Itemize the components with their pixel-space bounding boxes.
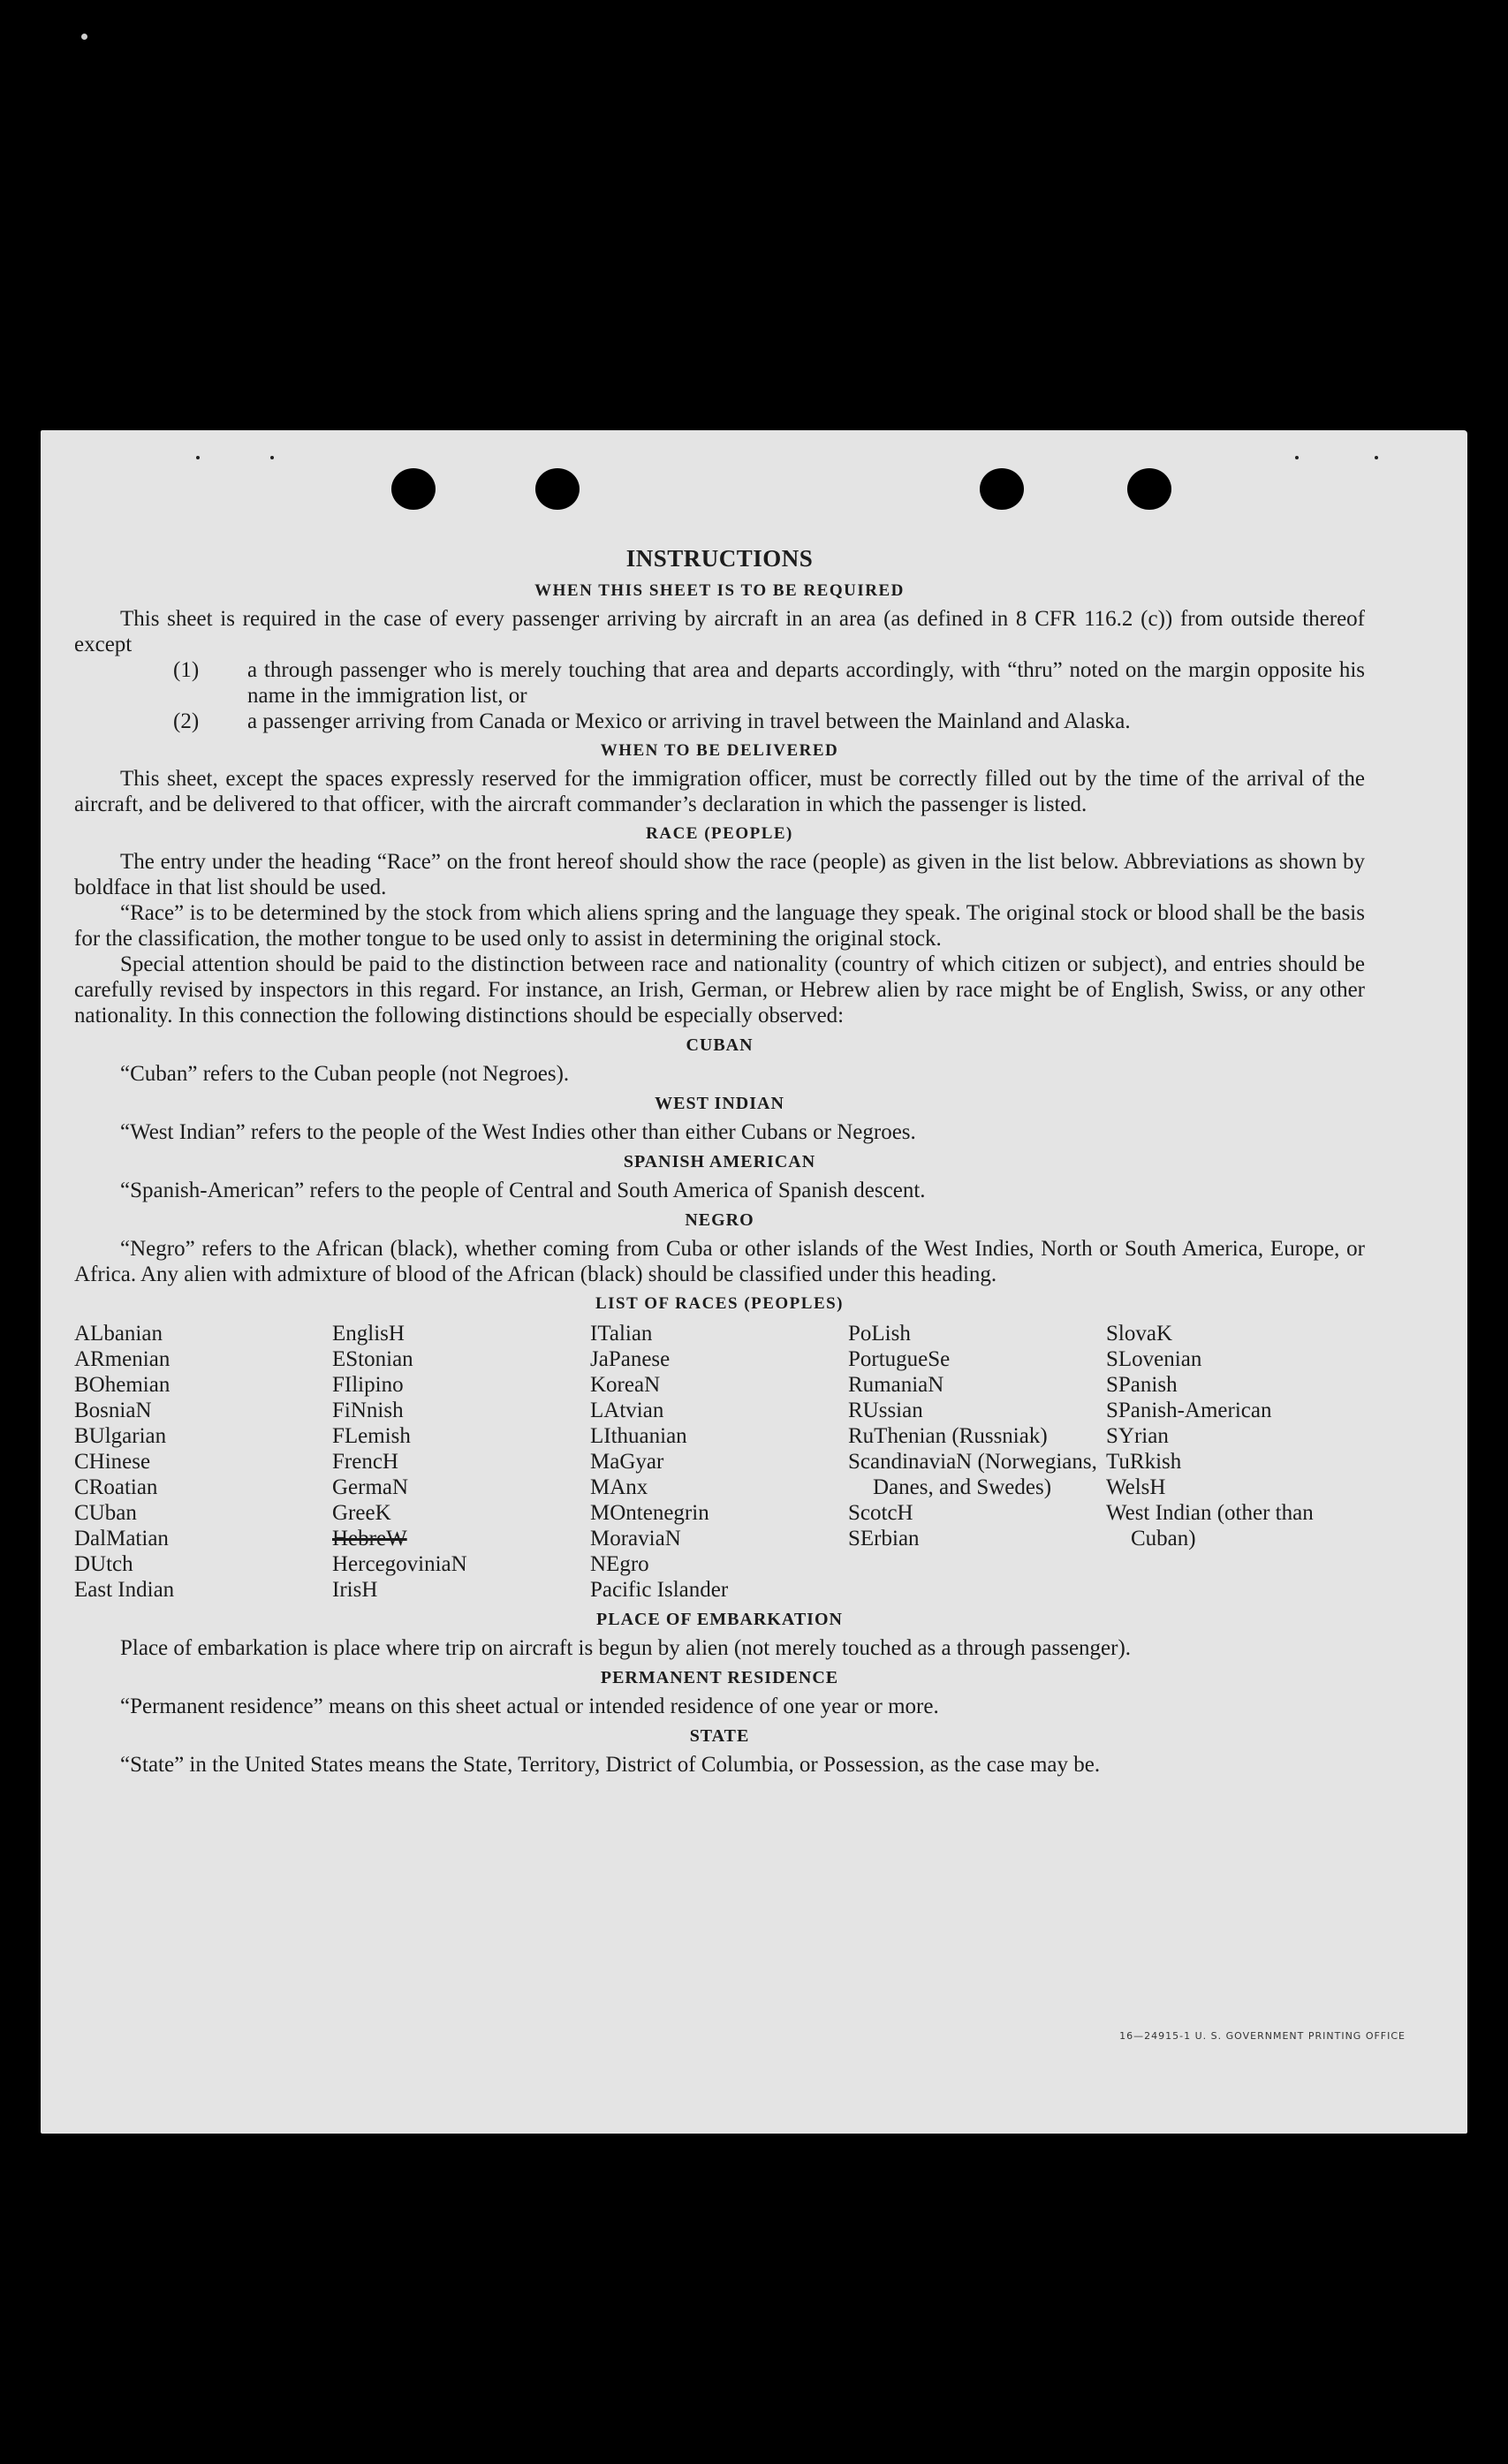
- race-entry: SErbian: [848, 1527, 920, 1550]
- required-intro: This sheet is required in the case of every passenger arriving by aircraft in an area (as defined in 8 CFR 116.2 (c)) from outside thereof except: [74, 607, 1365, 656]
- races-column: [1106, 1321, 1364, 1603]
- exception-item-2: [74, 709, 1365, 734]
- race-entry: RumaniaN: [848, 1373, 944, 1397]
- state-text: “State” in the United States means the State, Territory, District of Columbia, or Possession, as the case may be.: [120, 1753, 1101, 1777]
- races-column: [332, 1321, 590, 1603]
- west-indian-text: “West Indian” refers to the people of the West Indies other than either Cubans or Negroes.: [120, 1120, 916, 1144]
- race-paragraph-2: “Race” is to be determined by the stock from which aliens spring and the language they speak. The original stock or blood shall be the basis for the classification, the mother tongue to be used only to assist in determining the original stock.: [74, 901, 1365, 951]
- section-heading-delivered: WHEN TO BE DELIVERED: [600, 741, 839, 760]
- residence-text: “Permanent residence” means on this sheet actual or intended residence of one year or more.: [120, 1694, 939, 1718]
- race-entry: RUssian: [848, 1399, 923, 1422]
- race-entry: SPanish-American: [1106, 1399, 1272, 1422]
- race-entry: TuRkish: [1106, 1450, 1182, 1474]
- race-entry: KoreaN: [590, 1373, 661, 1397]
- race-entry: East Indian: [74, 1578, 175, 1602]
- instruction-sheet: [41, 430, 1467, 2134]
- race-entry: EStonian: [332, 1347, 413, 1371]
- race-entry: LAtvian: [590, 1399, 664, 1422]
- section-heading-cuban: CUBAN: [686, 1035, 754, 1055]
- section-heading-west-indian: WEST INDIAN: [655, 1094, 784, 1113]
- race-entry: FLemish: [332, 1424, 411, 1448]
- race-entry: CHinese: [74, 1450, 151, 1474]
- race-entry: FIlipino: [332, 1373, 404, 1397]
- race-entry: WelsH: [1106, 1475, 1166, 1499]
- races-column: [74, 1321, 332, 1603]
- punch-hole: [535, 468, 580, 510]
- punch-hole: [1127, 468, 1171, 510]
- race-entry: SPanish: [1106, 1373, 1178, 1397]
- race-entry: SYrian: [1106, 1424, 1169, 1448]
- scan-speck: [81, 34, 87, 40]
- section-heading-negro: NEGRO: [685, 1210, 754, 1230]
- race-entry: RuThenian (Russniak): [848, 1424, 1048, 1448]
- race-entry: PoLish: [848, 1322, 911, 1346]
- punch-hole: [391, 468, 436, 510]
- scan-dot: [1295, 456, 1299, 459]
- negro-text: “Negro” refers to the African (black), whether coming from Cuba or other islands of the West Indies, North or South America, Europe, or Africa. Any alien with admixture of blood of the African (black) should be classified under this heading.: [74, 1237, 1365, 1286]
- exception-item-1: [74, 657, 1365, 709]
- race-entry: BUlgarian: [74, 1424, 167, 1448]
- instructions-content: [74, 545, 1365, 1778]
- spanish-american-text: “Spanish-American” refers to the people of Central and South America of Spanish descent.: [120, 1179, 926, 1202]
- race-entry: GreeK: [332, 1501, 391, 1525]
- race-paragraph-1: The entry under the heading “Race” on the front hereof should show the race (people) as given in the list below. Abbreviations as shown by boldface in that list should be used.: [74, 850, 1365, 899]
- race-entry: MAnx: [590, 1475, 648, 1499]
- race-entry: FiNnish: [332, 1399, 404, 1422]
- race-entry: NEgro: [590, 1552, 649, 1576]
- delivered-text: This sheet, except the spaces expressly reserved for the immigration officer, must be correctly filled out by the time of the arrival of the aircraft, and be delivered to that officer, with the aircraft commander’s declaration in which the passenger is listed.: [74, 767, 1365, 816]
- section-heading-required: WHEN THIS SHEET IS TO BE REQUIRED: [534, 581, 905, 600]
- race-entry: ARmenian: [74, 1347, 171, 1371]
- race-entry: Pacific Islander: [590, 1578, 729, 1602]
- race-entry: BosniaN: [74, 1399, 152, 1422]
- race-entry: FrencH: [332, 1450, 398, 1474]
- race-entry: MOntenegrin: [590, 1501, 709, 1525]
- race-entry: JaPanese: [590, 1347, 671, 1371]
- exception-number: (2): [173, 709, 200, 733]
- embarkation-text: Place of embarkation is place where trip on aircraft is begun by alien (not merely touched as a through passenger).: [120, 1636, 1132, 1660]
- race-entry: SlovaK: [1106, 1322, 1172, 1346]
- exception-text: a through passenger who is merely touching that area and departs accordingly, with “thru” noted on the margin opposite his name in the immigration list, or: [247, 658, 1365, 708]
- race-entry: MoraviaN: [590, 1527, 681, 1550]
- races-column: [590, 1321, 848, 1603]
- race-entry: West Indian (other than Cuban): [1106, 1501, 1314, 1550]
- race-entry: ITalian: [590, 1322, 653, 1346]
- scan-dot: [1375, 456, 1378, 459]
- race-entry: CUban: [74, 1501, 137, 1525]
- race-entry: ALbanian: [74, 1322, 163, 1346]
- print-code: 16—24915-1 U. S. GOVERNMENT PRINTING OFFICE: [1119, 2030, 1406, 2042]
- page-title: INSTRUCTIONS: [625, 545, 814, 572]
- race-entry: IrisH: [332, 1578, 378, 1602]
- cuban-text: “Cuban” refers to the Cuban people (not Negroes).: [120, 1062, 570, 1086]
- race-entry: SLovenian: [1106, 1347, 1202, 1371]
- scan-dot: [196, 456, 200, 459]
- race-entry: PortugueSe: [848, 1347, 951, 1371]
- race-entry: GermaN: [332, 1475, 409, 1499]
- race-entry: MaGyar: [590, 1450, 664, 1474]
- race-entry: EnglisH: [332, 1322, 405, 1346]
- punch-hole: [980, 468, 1024, 510]
- races-column: [848, 1321, 1106, 1603]
- race-entry: LIthuanian: [590, 1424, 687, 1448]
- section-heading-residence: PERMANENT RESIDENCE: [600, 1668, 839, 1687]
- race-entry-struck: HebreW: [332, 1527, 407, 1550]
- race-paragraph-3: Special attention should be paid to the distinction between race and nationality (country of which citizen or subject), and entries should be carefully revised by inspectors in this regard. For instance, an Irish, German, or Hebrew alien by race might be of English, Swiss, or any other nationality. In this connection the following distinctions should be especially observed:: [74, 952, 1365, 1027]
- race-entry: CRoatian: [74, 1475, 158, 1499]
- race-entry: BOhemian: [74, 1373, 171, 1397]
- section-heading-race: RACE (PEOPLE): [646, 824, 793, 843]
- exception-text: a passenger arriving from Canada or Mexico or arriving in travel between the Mainland and Alaska.: [247, 709, 1131, 733]
- exception-number: (1): [173, 658, 200, 682]
- race-entry: DalMatian: [74, 1527, 169, 1550]
- race-entry: DUtch: [74, 1552, 133, 1576]
- section-heading-races-list: LIST OF RACES (PEOPLES): [595, 1294, 845, 1313]
- section-heading-embarkation: PLACE OF EMBARKATION: [596, 1610, 843, 1629]
- race-entry: HercegoviniaN: [332, 1552, 467, 1576]
- section-heading-spanish-american: SPANISH AMERICAN: [623, 1152, 816, 1171]
- race-entry: ScandinaviaN (Norwegians, Danes, and Swedes): [848, 1450, 1097, 1499]
- races-list: [74, 1321, 1365, 1603]
- section-heading-state: STATE: [689, 1726, 750, 1746]
- race-entry: ScotcH: [848, 1501, 913, 1525]
- scan-dot: [270, 456, 274, 459]
